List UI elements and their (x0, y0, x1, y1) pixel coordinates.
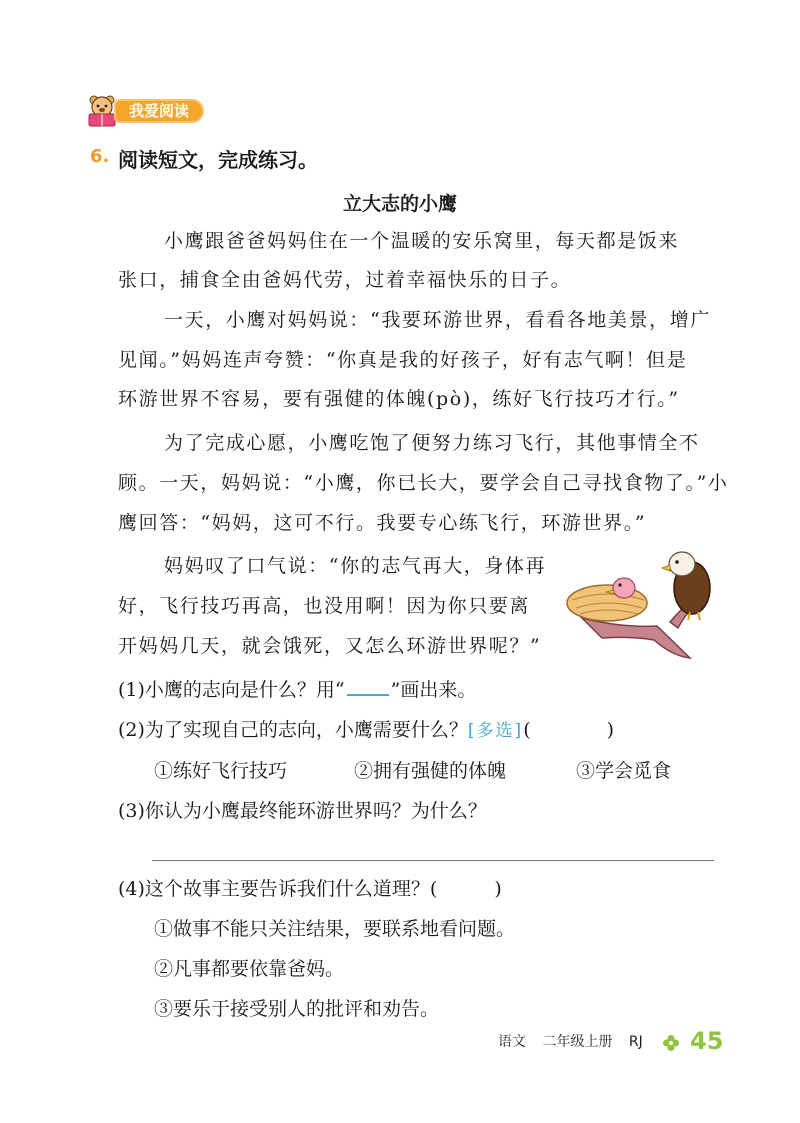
story-line: 张口，捕食全由爸妈代劳，过着幸福快乐的日子。 (118, 269, 572, 291)
story-line: 见闻。”妈妈连声夸赞：“你真是我的好孩子，好有志气啊！但是 (118, 349, 688, 371)
story-line: 环游世界不容易，要有强健的体魄(pò)，练好飞行技巧才行。” (118, 388, 680, 410)
answer-bracket[interactable]: ( ) (523, 719, 615, 741)
page-number: 45 (690, 1027, 724, 1055)
story-line: 小鹰跟爸爸妈妈住在一个温暖的安乐窝里，每天都是饭来 (164, 230, 680, 252)
answer-line[interactable] (152, 860, 714, 861)
story-line: 好，飞行技巧再高，也没用啊！因为你只要离 (118, 595, 531, 617)
subquestion-3: (3)你认为小鹰最终能环游世界吗？为什么？ (118, 800, 487, 822)
option-item[interactable]: ③学会觅食 (576, 760, 672, 782)
subquestion-1-before: (1)小鹰的志向是什么？用“ (118, 679, 345, 701)
wavy-underline-sample (347, 680, 389, 696)
option-item[interactable]: ②拥有强健的体魄 (354, 760, 507, 782)
footer-subject: 语文 (498, 1034, 526, 1050)
question-title: 阅读短文，完成练习。 (118, 148, 318, 172)
story-line: 鹰回答：“妈妈，这可不行。我要专心练飞行，环游世界。” (118, 512, 647, 534)
story-line: 顾。一天，妈妈说：“小鹰，你已长大，要学会自己寻找食物了。”小 (118, 472, 729, 494)
clover-icon (662, 1034, 680, 1052)
story-line: 开妈妈几天，就会饿死，又怎么环游世界呢？” (118, 635, 542, 657)
story-title: 立大志的小鹰 (342, 193, 457, 215)
answer-bracket[interactable]: ( ) (429, 878, 502, 900)
multi-select-tag: [多选] (467, 721, 524, 741)
footer-grade: 二年级上册 (542, 1034, 613, 1050)
subquestion-4-text: (4)这个故事主要告诉我们什么道理？ (118, 878, 430, 900)
option-item[interactable]: ③要乐于接受别人的批评和劝告。 (154, 998, 440, 1020)
option-item[interactable]: ①做事不能只关注结果，要联系地看问题。 (154, 918, 516, 940)
badge-label: 我爱阅读 (128, 102, 189, 120)
question-number: 6. (90, 146, 110, 167)
subquestion-1-after: ”画出来。 (390, 679, 477, 701)
badge-pill (114, 99, 204, 123)
story-line: 为了完成心愿，小鹰吃饱了便努力练习飞行，其他事情全不 (164, 432, 700, 454)
option-item[interactable]: ①练好飞行技巧 (154, 760, 288, 782)
option-item[interactable]: ②凡事都要依靠爸妈。 (154, 958, 345, 980)
subquestion-2-text: (2)为了实现自己的志向，小鹰需要什么？ (118, 719, 468, 741)
story-line: 妈妈叹了口气说：“你的志气再大，身体再 (164, 555, 547, 577)
subquestion-4 (118, 874, 502, 904)
page-footer (498, 1031, 655, 1051)
subquestion-1 (118, 675, 476, 705)
section-badge (84, 94, 206, 128)
eagle-nest-illustration (562, 548, 722, 666)
subquestion-2 (118, 715, 614, 746)
story-line: 一天，小鹰对妈妈说：“我要环游世界，看看各地美景，增广 (164, 309, 711, 331)
footer-edition: RJ (628, 1034, 643, 1050)
